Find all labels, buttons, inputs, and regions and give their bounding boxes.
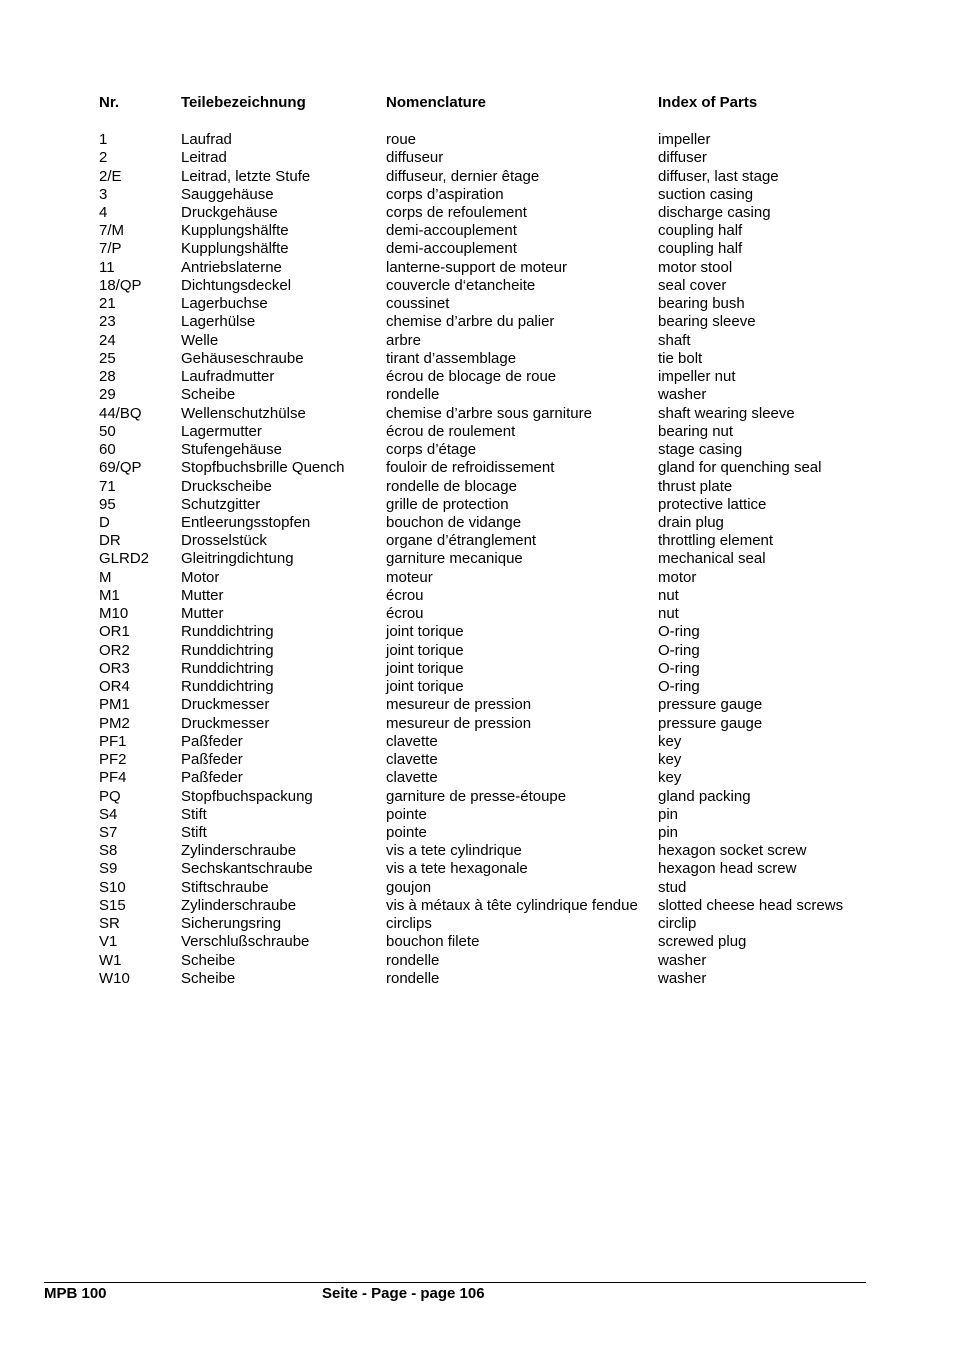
cell-en: hexagon socket screw <box>658 842 807 860</box>
cell-de: Laufradmutter <box>181 368 275 386</box>
cell-de: Zylinderschraube <box>181 842 297 860</box>
cell-de: Kupplungshälfte <box>181 222 289 240</box>
cell-de: Drosselstück <box>181 532 267 550</box>
cell-en: impeller <box>658 131 711 148</box>
cell-en: stage casing <box>658 441 743 458</box>
cell-fr: rondelle <box>386 969 440 987</box>
cell-fr: écrou de roulement <box>386 422 516 440</box>
table-row <box>0 824 954 842</box>
cell-fr: vis à métaux à tête cylindrique fendue <box>386 896 638 914</box>
cell-nr: 11 <box>99 258 115 276</box>
cell-de: Lagerhülse <box>181 313 256 331</box>
table-row <box>0 642 954 660</box>
cell-fr: clavette <box>386 769 438 787</box>
table-row <box>0 368 954 386</box>
cell-nr: 69/QP <box>99 459 142 477</box>
cell-fr: tirant d’assemblage <box>386 349 517 367</box>
cell-nr: PQ <box>99 787 121 805</box>
cell-de: Stopfbuchspackung <box>181 787 313 805</box>
cell-nr: 71 <box>99 477 116 495</box>
cell-fr: joint torique <box>386 641 464 659</box>
cell-fr: demi-accouplement <box>386 240 517 258</box>
cell-nr: D <box>99 513 110 531</box>
cell-fr: joint torique <box>386 678 464 695</box>
cell-de: Lagerbuchse <box>181 295 268 313</box>
cell-de: Druckgehäuse <box>181 203 278 221</box>
cell-nr: PF4 <box>99 769 127 787</box>
cell-fr: organe d’étranglement <box>386 532 537 550</box>
table-row <box>0 733 954 751</box>
cell-en: slotted cheese head screws <box>658 896 844 914</box>
cell-de: Schutzgitter <box>181 495 261 513</box>
cell-de: Runddichtring <box>181 659 274 677</box>
cell-de: Kupplungshälfte <box>181 240 289 258</box>
cell-en: protective lattice <box>658 495 767 513</box>
cell-en: pin <box>658 805 679 823</box>
table-row <box>0 605 954 623</box>
cell-nr: PM1 <box>99 696 130 714</box>
table-row <box>0 933 954 951</box>
cell-de: Mutter <box>181 605 224 623</box>
cell-nr: M10 <box>99 605 129 623</box>
cell-fr: mesureur de pression <box>386 696 532 714</box>
cell-nr: V1 <box>99 933 118 951</box>
cell-en: bearing bush <box>658 295 745 313</box>
table-row <box>0 240 954 258</box>
cell-en: coupling half <box>658 222 743 240</box>
table-row <box>0 569 954 587</box>
cell-fr: corps d’étage <box>386 441 477 458</box>
cell-nr: S15 <box>99 896 126 914</box>
cell-fr: grille de protection <box>386 495 509 513</box>
cell-nr: GLRD2 <box>99 550 150 568</box>
table-row <box>0 678 954 696</box>
cell-nr: 7/M <box>99 222 125 240</box>
table-row <box>0 623 954 641</box>
cell-nr: OR4 <box>99 678 130 695</box>
cell-de: Zylinderschraube <box>181 896 297 914</box>
table-row <box>0 550 954 568</box>
cell-fr: couvercle d‘etancheite <box>386 276 536 294</box>
cell-nr: PF1 <box>99 732 127 750</box>
cell-fr: coussinet <box>386 295 450 313</box>
cell-en: shaft wearing sleeve <box>658 404 795 422</box>
cell-fr: garniture de presse-étoupe <box>386 787 567 805</box>
footer-model: MPB 100 <box>44 1285 107 1302</box>
cell-en: motor <box>658 568 697 586</box>
cell-nr: 2/E <box>99 167 122 185</box>
cell-en: bearing sleeve <box>658 313 756 331</box>
cell-nr: 29 <box>99 386 116 404</box>
cell-en: key <box>658 751 682 768</box>
cell-en: circlip <box>658 915 697 933</box>
table-row <box>0 332 954 350</box>
table-row <box>0 842 954 860</box>
header-nr: Nr. <box>99 94 120 111</box>
cell-nr: S9 <box>99 860 118 878</box>
cell-en: diffuser <box>658 149 707 167</box>
table-row <box>0 350 954 368</box>
cell-de: Stiftschraube <box>181 878 269 896</box>
table-row <box>0 715 954 733</box>
table-row <box>0 423 954 441</box>
cell-nr: SR <box>99 915 120 933</box>
cell-fr: bouchon filete <box>386 933 480 951</box>
cell-de: Scheibe <box>181 386 236 404</box>
table-row <box>0 806 954 824</box>
cell-nr: OR1 <box>99 623 130 641</box>
cell-en: key <box>658 732 682 750</box>
cell-en: motor stool <box>658 258 733 276</box>
table-row <box>0 259 954 277</box>
table-row <box>0 131 954 149</box>
cell-nr: 24 <box>99 331 116 349</box>
cell-de: Stufengehäuse <box>181 441 282 458</box>
cell-de: Runddichtring <box>181 678 274 695</box>
cell-nr: S4 <box>99 805 118 823</box>
cell-fr: goujon <box>386 878 432 896</box>
cell-en: bearing nut <box>658 422 734 440</box>
cell-fr: diffuseur <box>386 149 444 167</box>
cell-de: Antriebslaterne <box>181 258 282 276</box>
cell-de: Gehäuseschraube <box>181 349 304 367</box>
cell-fr: chemise d’arbre du palier <box>386 313 555 331</box>
table-row <box>0 860 954 878</box>
cell-de: Scheibe <box>181 951 236 969</box>
cell-de: Druckscheibe <box>181 477 272 495</box>
cell-de: Mutter <box>181 586 224 604</box>
cell-nr: DR <box>99 532 121 550</box>
table-row <box>0 313 954 331</box>
cell-en: stud <box>658 878 687 896</box>
cell-fr: joint torique <box>386 623 464 641</box>
cell-fr: pointe <box>386 805 427 823</box>
cell-en: shaft <box>658 331 691 349</box>
cell-de: Scheibe <box>181 969 236 987</box>
cell-en: pressure gauge <box>658 696 763 714</box>
cell-fr: moteur <box>386 568 433 586</box>
cell-en: washer <box>658 386 707 404</box>
table-row <box>0 277 954 295</box>
cell-de: Welle <box>181 331 219 349</box>
cell-nr: 25 <box>99 349 116 367</box>
cell-de: Wellenschutzhülse <box>181 404 306 422</box>
cell-fr: clavette <box>386 732 438 750</box>
cell-fr: fouloir de refroidissement <box>386 459 555 477</box>
cell-fr: vis a tete hexagonale <box>386 860 528 878</box>
cell-fr: diffuseur, dernier êtage <box>386 167 540 185</box>
cell-de: Paßfeder <box>181 732 243 750</box>
cell-nr: 28 <box>99 368 116 386</box>
cell-de: Druckmesser <box>181 714 270 732</box>
table-row <box>0 587 954 605</box>
cell-en: screwed plug <box>658 933 747 951</box>
cell-de: Stift <box>181 823 207 841</box>
cell-de: Leitrad <box>181 149 227 167</box>
cell-en: O-ring <box>658 641 700 659</box>
cell-de: Sicherungsring <box>181 915 282 933</box>
cell-de: Gleitringdichtung <box>181 550 294 568</box>
cell-en: pressure gauge <box>658 714 763 732</box>
cell-nr: M1 <box>99 586 120 604</box>
cell-nr: S8 <box>99 842 118 860</box>
cell-nr: 95 <box>99 495 116 513</box>
cell-fr: vis a tete cylindrique <box>386 842 522 860</box>
table-header <box>0 94 954 112</box>
cell-en: O-ring <box>658 623 700 641</box>
cell-fr: mesureur de pression <box>386 714 532 732</box>
cell-de: Leitrad, letzte Stufe <box>181 167 311 185</box>
cell-en: pin <box>658 823 679 841</box>
cell-fr: bouchon de vidange <box>386 513 522 531</box>
cell-en: coupling half <box>658 240 743 258</box>
cell-en: washer <box>658 969 707 987</box>
cell-fr: rondelle de blocage <box>386 477 517 495</box>
cell-en: nut <box>658 605 679 623</box>
table-row <box>0 879 954 897</box>
cell-de: Dichtungsdeckel <box>181 276 292 294</box>
table-row <box>0 386 954 404</box>
table-row <box>0 496 954 514</box>
cell-nr: 50 <box>99 422 116 440</box>
table-row <box>0 696 954 714</box>
cell-en: suction casing <box>658 185 754 203</box>
cell-nr: 3 <box>99 185 108 203</box>
cell-nr: 2 <box>99 149 108 167</box>
cell-fr: rondelle <box>386 386 440 404</box>
cell-en: impeller nut <box>658 368 736 386</box>
cell-nr: W10 <box>99 969 130 987</box>
cell-de: Runddichtring <box>181 641 274 659</box>
cell-de: Sechskantschraube <box>181 860 313 878</box>
table-row <box>0 660 954 678</box>
cell-fr: écrou de blocage de roue <box>386 368 557 386</box>
table-row <box>0 186 954 204</box>
cell-nr: M <box>99 568 112 586</box>
table-row <box>0 478 954 496</box>
cell-en: diffuser, last stage <box>658 167 779 185</box>
cell-fr: demi-accouplement <box>386 222 517 240</box>
cell-fr: joint torique <box>386 659 464 677</box>
cell-fr: chemise d’arbre sous garniture <box>386 404 592 422</box>
cell-nr: 18/QP <box>99 276 142 294</box>
cell-nr: PF2 <box>99 751 127 768</box>
cell-de: Runddichtring <box>181 623 274 641</box>
table-row <box>0 441 954 459</box>
cell-de: Stopfbuchsbrille Quench <box>181 459 345 477</box>
cell-nr: 23 <box>99 313 116 331</box>
cell-en: thrust plate <box>658 477 733 495</box>
cell-fr: écrou <box>386 605 424 623</box>
cell-en: O-ring <box>658 678 700 695</box>
footer-page: Seite - Page - page 106 <box>322 1285 485 1302</box>
cell-de: Druckmesser <box>181 696 270 714</box>
table-row <box>0 204 954 222</box>
cell-nr: 21 <box>99 295 116 313</box>
cell-fr: garniture mecanique <box>386 550 523 568</box>
cell-en: washer <box>658 951 707 969</box>
cell-en: key <box>658 769 682 787</box>
cell-nr: S10 <box>99 878 126 896</box>
cell-nr: S7 <box>99 823 118 841</box>
cell-en: discharge casing <box>658 203 771 221</box>
cell-fr: roue <box>386 131 417 148</box>
cell-nr: 7/P <box>99 240 122 258</box>
cell-en: hexagon head screw <box>658 860 797 878</box>
cell-de: Stift <box>181 805 207 823</box>
cell-en: O-ring <box>658 659 700 677</box>
table-row <box>0 149 954 167</box>
header-fr: Nomenclature <box>386 94 487 111</box>
cell-fr: pointe <box>386 823 427 841</box>
cell-fr: corps de refoulement <box>386 203 527 221</box>
cell-fr: arbre <box>386 331 422 349</box>
cell-en: tie bolt <box>658 349 703 367</box>
cell-nr: 44/BQ <box>99 404 142 422</box>
table-row <box>0 532 954 550</box>
table-row <box>0 970 954 988</box>
table-row <box>0 897 954 915</box>
cell-en: throttling element <box>658 532 774 550</box>
cell-de: Paßfeder <box>181 751 243 768</box>
cell-nr: OR2 <box>99 641 130 659</box>
cell-fr: rondelle <box>386 951 440 969</box>
cell-nr: 4 <box>99 203 108 221</box>
table-row <box>0 459 954 477</box>
cell-en: seal cover <box>658 276 727 294</box>
table-row <box>0 295 954 313</box>
cell-nr: OR3 <box>99 659 130 677</box>
table-row <box>0 952 954 970</box>
cell-de: Laufrad <box>181 131 232 148</box>
cell-en: gland packing <box>658 787 751 805</box>
table-row <box>0 222 954 240</box>
header-en: Index of Parts <box>658 94 758 111</box>
cell-de: Verschlußschraube <box>181 933 310 951</box>
cell-nr: 1 <box>99 131 108 148</box>
cell-fr: écrou <box>386 586 424 604</box>
cell-fr: clavette <box>386 751 438 768</box>
cell-nr: 60 <box>99 441 116 458</box>
table-row <box>0 915 954 933</box>
cell-de: Entleerungsstopfen <box>181 513 311 531</box>
cell-nr: W1 <box>99 951 122 969</box>
table-row <box>0 788 954 806</box>
header-de: Teilebezeichnung <box>181 94 306 111</box>
cell-fr: corps d’aspiration <box>386 185 504 203</box>
table-row <box>0 769 954 787</box>
cell-de: Lagermutter <box>181 422 262 440</box>
table-row <box>0 168 954 186</box>
table-row <box>0 514 954 532</box>
cell-de: Sauggehäuse <box>181 185 274 203</box>
cell-fr: lanterne-support de moteur <box>386 258 567 276</box>
cell-nr: PM2 <box>99 714 130 732</box>
cell-en: gland for quenching seal <box>658 459 822 477</box>
cell-de: Paßfeder <box>181 769 243 787</box>
table-row <box>0 751 954 769</box>
cell-en: drain plug <box>658 513 724 531</box>
cell-en: mechanical seal <box>658 550 766 568</box>
cell-en: nut <box>658 586 679 604</box>
footer-divider <box>44 1282 866 1283</box>
cell-de: Motor <box>181 568 220 586</box>
cell-fr: circlips <box>386 915 432 933</box>
table-row <box>0 405 954 423</box>
